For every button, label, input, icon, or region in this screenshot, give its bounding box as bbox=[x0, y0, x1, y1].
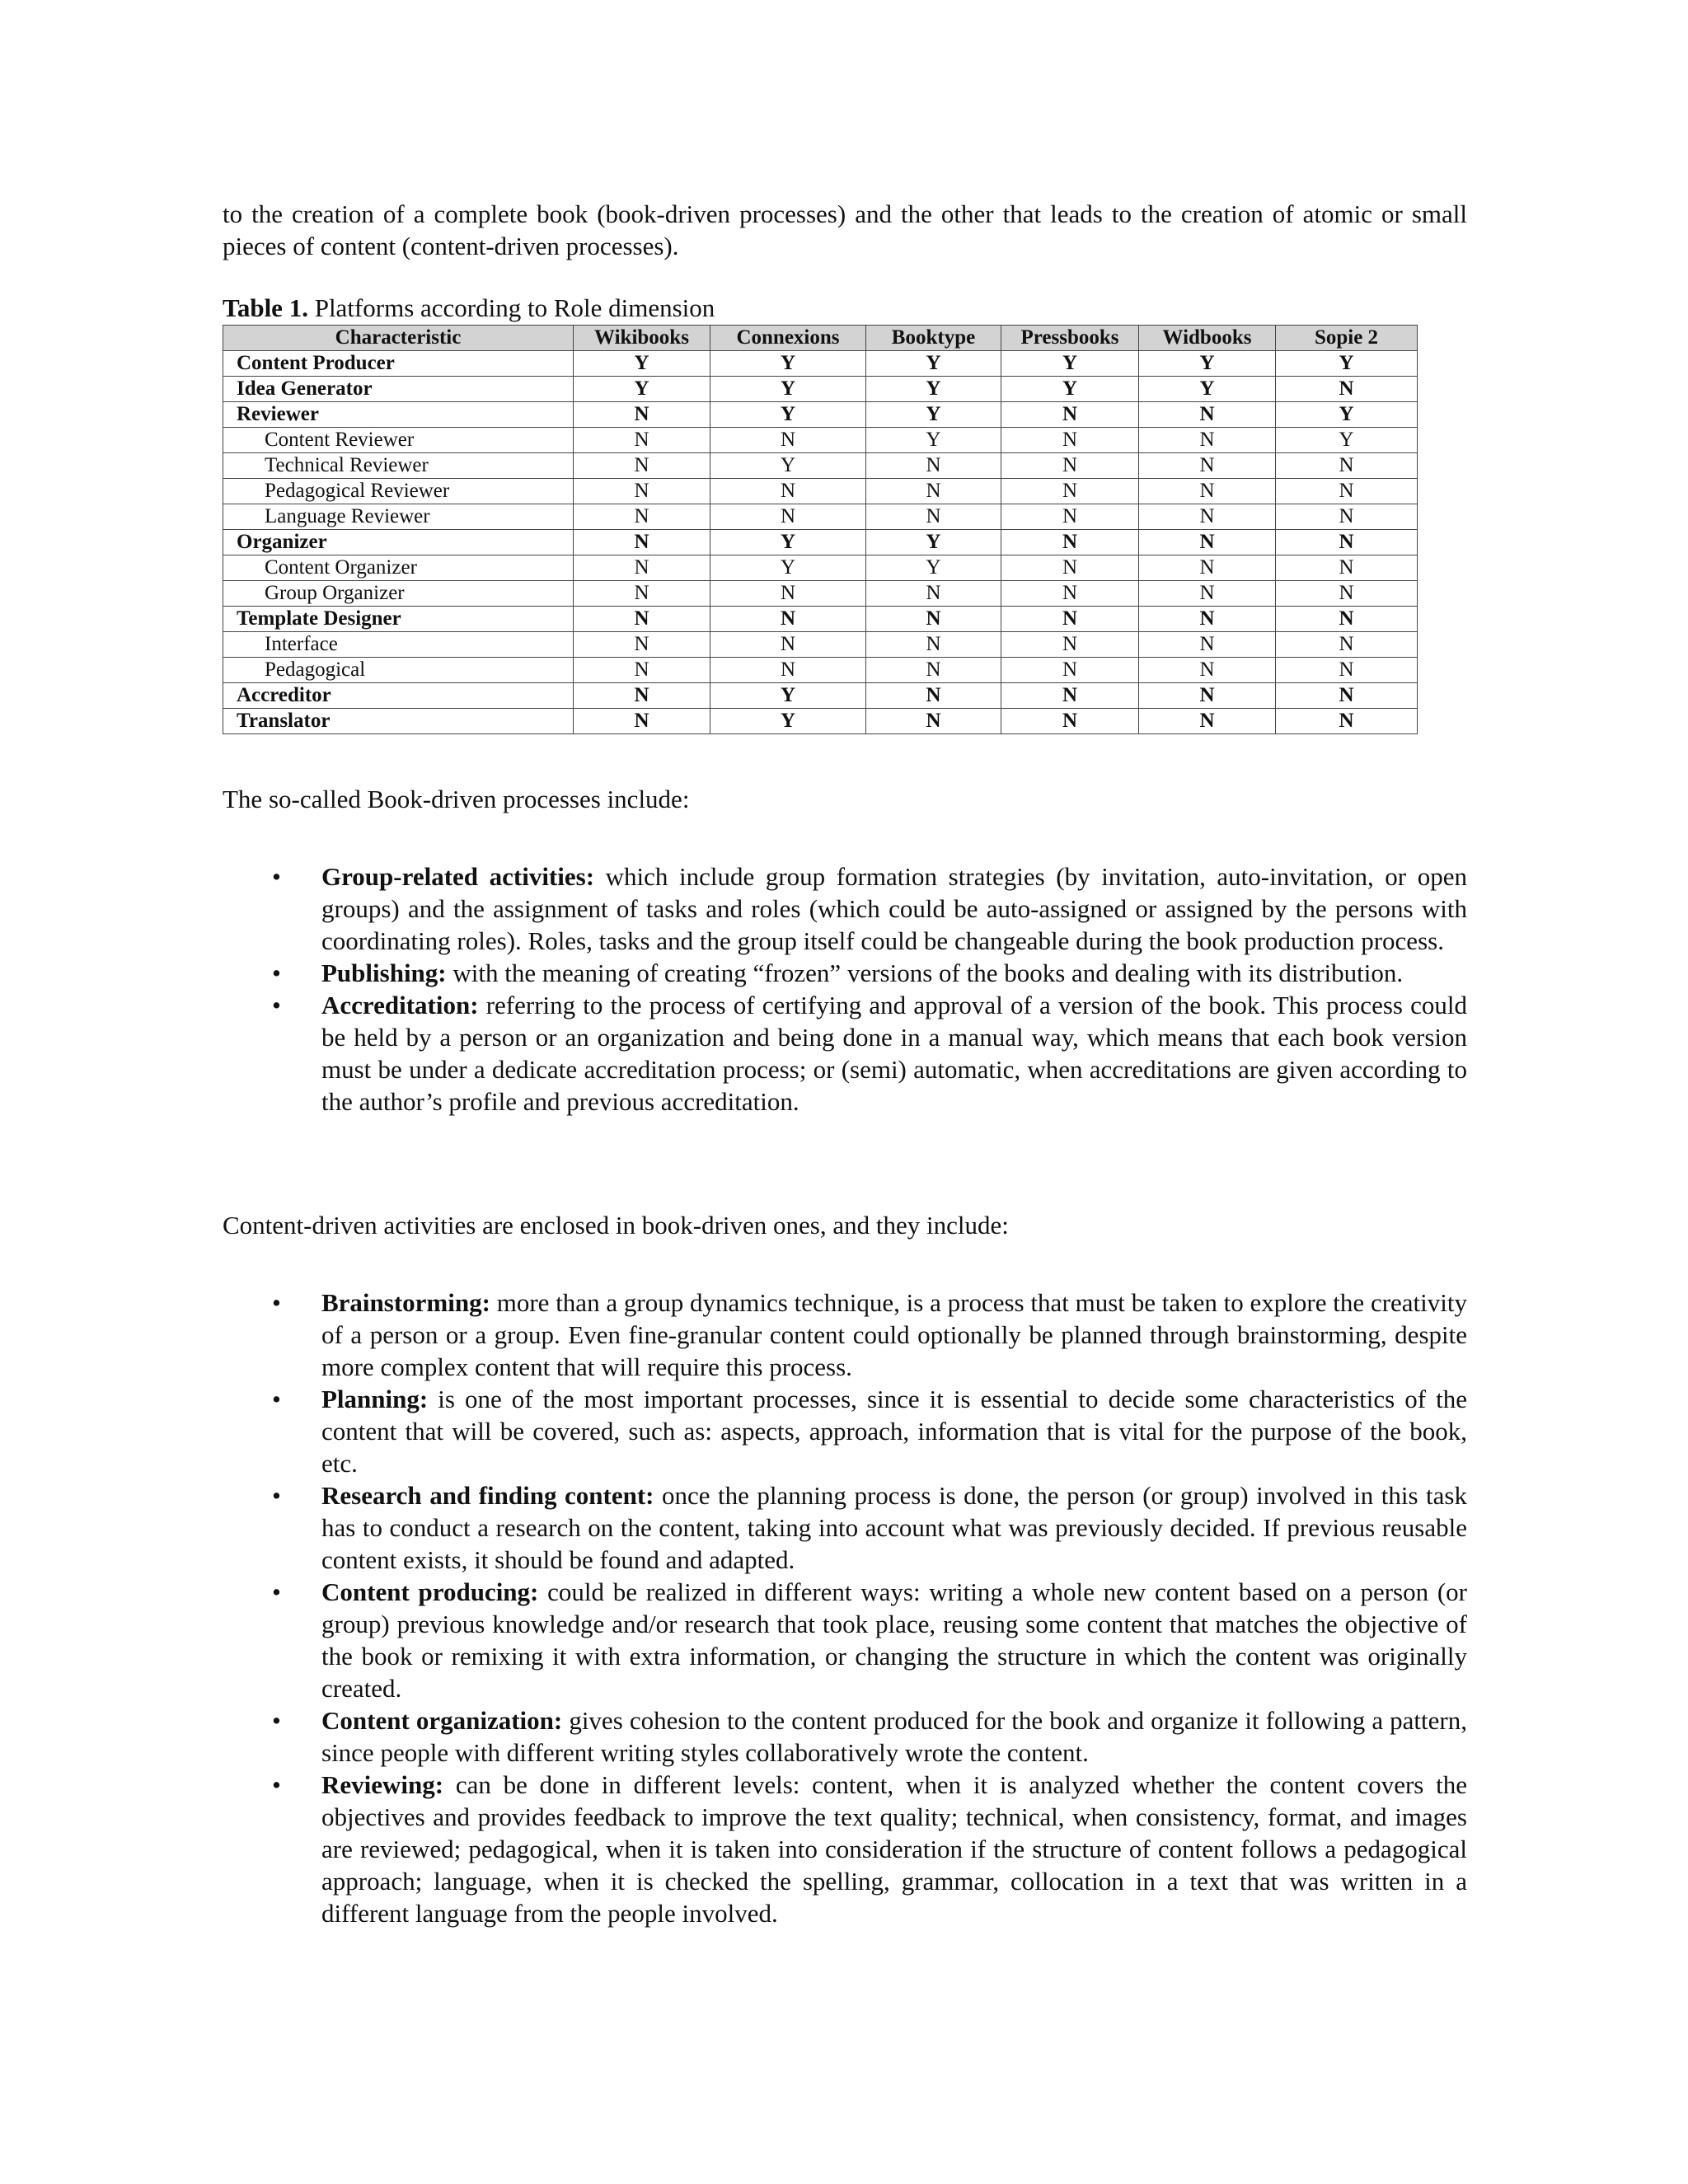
list-item-text: is one of the most important processes, since it is essential to decide some characteristics of the content that will be covered, such as: aspects, approach, information that is vital for the purpose of the book, etc. bbox=[321, 1385, 1467, 1478]
column-header: Wikibooks bbox=[574, 326, 710, 351]
intro-paragraph: to the creation of a complete book (book-driven processes) and the other that leads to the creation of atomic or small pieces of content (content-driven processes). bbox=[223, 199, 1467, 260]
row-label-cell: Group Organizer bbox=[223, 581, 574, 607]
list-item bbox=[223, 1286, 1467, 1383]
value-cell: N bbox=[1139, 709, 1276, 734]
table-row bbox=[223, 428, 1418, 453]
list-item bbox=[223, 989, 1467, 1118]
value-cell: N bbox=[1001, 555, 1139, 581]
row-label-cell: Idea Generator bbox=[223, 377, 574, 402]
list-item bbox=[223, 1576, 1467, 1704]
row-label-cell: Pedagogical Reviewer bbox=[223, 479, 574, 504]
value-cell: N bbox=[1276, 683, 1418, 709]
value-cell: N bbox=[866, 658, 1001, 683]
bullet-icon: • bbox=[272, 1481, 281, 1510]
value-cell: N bbox=[866, 581, 1001, 607]
value-cell: N bbox=[1276, 555, 1418, 581]
row-label-cell: Technical Reviewer bbox=[223, 453, 574, 479]
list-item bbox=[223, 860, 1467, 957]
value-cell: Y bbox=[1276, 402, 1418, 428]
column-header: Characteristic bbox=[223, 326, 574, 351]
list-item-text: which include group formation strategies (by invitation, auto-invitation, or open groups) and the assignment of tasks and roles (which could be auto-assigned or assigned by the persons with coordinating roles). Roles, tasks and the group itself could be changeable during the book production process. bbox=[321, 862, 1467, 955]
value-cell: Y bbox=[866, 530, 1001, 555]
value-cell: N bbox=[574, 658, 710, 683]
table-row bbox=[223, 658, 1418, 683]
list-item bbox=[223, 1479, 1467, 1576]
list-item-text: gives cohesion to the content produced for the book and organize it following a pattern, since people with different writing styles collaboratively wrote the content. bbox=[321, 1706, 1467, 1767]
row-label-cell: Interface bbox=[223, 632, 574, 658]
value-cell: N bbox=[1276, 632, 1418, 658]
column-header: Pressbooks bbox=[1001, 326, 1139, 351]
value-cell: N bbox=[574, 683, 710, 709]
value-cell: N bbox=[1001, 683, 1139, 709]
row-label-cell: Pedagogical bbox=[223, 658, 574, 683]
list-item-text: more than a group dynamics technique, is a process that must be taken to explore the creativity of a person or a group. Even fine-granular content could optionally be planned through brainstorming, despite more complex content that will require this process. bbox=[321, 1288, 1467, 1381]
value-cell: N bbox=[1276, 479, 1418, 504]
value-cell: N bbox=[1139, 504, 1276, 530]
value-cell: N bbox=[574, 479, 710, 504]
value-cell: Y bbox=[574, 351, 710, 377]
value-cell: N bbox=[574, 632, 710, 658]
value-cell: Y bbox=[710, 555, 866, 581]
bullet-icon: • bbox=[272, 862, 281, 891]
value-cell: N bbox=[1276, 453, 1418, 479]
row-label-cell: Content Producer bbox=[223, 351, 574, 377]
value-cell: N bbox=[1276, 658, 1418, 683]
value-cell: N bbox=[1001, 530, 1139, 555]
value-cell: N bbox=[866, 632, 1001, 658]
value-cell: N bbox=[866, 504, 1001, 530]
value-cell: N bbox=[574, 709, 710, 734]
table-row bbox=[223, 683, 1418, 709]
list-item-term: Group-related activities: bbox=[321, 862, 595, 891]
value-cell: Y bbox=[866, 555, 1001, 581]
value-cell: Y bbox=[710, 453, 866, 479]
table-caption-label: Table 1. bbox=[223, 293, 308, 322]
value-cell: N bbox=[1001, 632, 1139, 658]
value-cell: N bbox=[574, 453, 710, 479]
value-cell: Y bbox=[1276, 351, 1418, 377]
table-row bbox=[223, 504, 1418, 530]
bullet-icon: • bbox=[272, 1288, 281, 1317]
value-cell: Y bbox=[1276, 428, 1418, 453]
value-cell: N bbox=[574, 607, 710, 632]
list-item-term: Research and finding content: bbox=[321, 1481, 654, 1510]
value-cell: N bbox=[866, 709, 1001, 734]
value-cell: N bbox=[1001, 479, 1139, 504]
value-cell: N bbox=[574, 402, 710, 428]
table-row bbox=[223, 402, 1418, 428]
book-driven-list bbox=[223, 860, 1467, 1118]
table-row bbox=[223, 709, 1418, 734]
column-header: Connexions bbox=[710, 326, 866, 351]
value-cell: N bbox=[1276, 607, 1418, 632]
value-cell: Y bbox=[1139, 377, 1276, 402]
value-cell: Y bbox=[1001, 351, 1139, 377]
list-item-term: Reviewing: bbox=[321, 1770, 444, 1799]
list-item-term: Accreditation: bbox=[321, 991, 479, 1019]
value-cell: N bbox=[1276, 504, 1418, 530]
value-cell: N bbox=[1139, 607, 1276, 632]
value-cell: Y bbox=[866, 428, 1001, 453]
value-cell: N bbox=[574, 530, 710, 555]
value-cell: N bbox=[710, 581, 866, 607]
roles-table bbox=[223, 325, 1418, 734]
table-row bbox=[223, 453, 1418, 479]
value-cell: N bbox=[1139, 428, 1276, 453]
bullet-icon: • bbox=[272, 991, 281, 1019]
list-item-text: can be done in different levels: content, when it is analyzed whether the content covers the objectives and provides feedback to improve the text quality; technical, when consistency, format, and images are reviewed; pedagogical, when it is taken into consideration if the structure of content follows a pedagogical approach; language, when it is checked the spelling, grammar, collocation in a text that was written in a different language from the people involved. bbox=[321, 1770, 1467, 1928]
value-cell: N bbox=[1139, 402, 1276, 428]
value-cell: N bbox=[1001, 607, 1139, 632]
list-item bbox=[223, 1383, 1467, 1479]
row-label-cell: Accreditor bbox=[223, 683, 574, 709]
table-row bbox=[223, 607, 1418, 632]
row-label-cell: Translator bbox=[223, 709, 574, 734]
list-item-text: referring to the process of certifying and approval of a version of the book. This process could be held by a person or an organization and being done in a manual way, which means that each book version must be under a dedicate accreditation process; or (semi) automatic, when accreditations are given according to the author’s profile and previous accreditation. bbox=[321, 991, 1467, 1116]
value-cell: N bbox=[574, 555, 710, 581]
list-item-term: Publishing: bbox=[321, 958, 447, 987]
list-item-text: with the meaning of creating “frozen” versions of the books and dealing with its distribution. bbox=[446, 958, 1404, 987]
column-header: Booktype bbox=[866, 326, 1001, 351]
value-cell: N bbox=[1276, 377, 1418, 402]
value-cell: N bbox=[1139, 632, 1276, 658]
value-cell: N bbox=[574, 581, 710, 607]
value-cell: N bbox=[1139, 683, 1276, 709]
value-cell: N bbox=[710, 428, 866, 453]
value-cell: N bbox=[1139, 530, 1276, 555]
value-cell: Y bbox=[710, 377, 866, 402]
value-cell: N bbox=[866, 479, 1001, 504]
value-cell: N bbox=[710, 632, 866, 658]
bullet-icon: • bbox=[272, 1706, 281, 1735]
row-label-cell: Organizer bbox=[223, 530, 574, 555]
table-row bbox=[223, 351, 1418, 377]
value-cell: N bbox=[1001, 581, 1139, 607]
table-caption bbox=[223, 293, 715, 323]
value-cell: N bbox=[1139, 453, 1276, 479]
value-cell: N bbox=[710, 479, 866, 504]
content-driven-list bbox=[223, 1286, 1467, 1929]
value-cell: Y bbox=[1139, 351, 1276, 377]
table-row bbox=[223, 479, 1418, 504]
value-cell: N bbox=[1001, 658, 1139, 683]
value-cell: Y bbox=[710, 402, 866, 428]
value-cell: N bbox=[1139, 581, 1276, 607]
value-cell: N bbox=[1276, 581, 1418, 607]
list-item-term: Content producing: bbox=[321, 1577, 539, 1606]
value-cell: Y bbox=[710, 530, 866, 555]
value-cell: N bbox=[574, 428, 710, 453]
value-cell: N bbox=[1139, 555, 1276, 581]
row-label-cell: Content Organizer bbox=[223, 555, 574, 581]
value-cell: N bbox=[1001, 504, 1139, 530]
value-cell: N bbox=[1001, 402, 1139, 428]
list-item-term: Content organization: bbox=[321, 1706, 563, 1735]
value-cell: N bbox=[1139, 479, 1276, 504]
bullet-icon: • bbox=[272, 1385, 281, 1413]
column-header: Sopie 2 bbox=[1276, 326, 1418, 351]
table-row bbox=[223, 377, 1418, 402]
value-cell: N bbox=[1276, 530, 1418, 555]
value-cell: Y bbox=[574, 377, 710, 402]
value-cell: N bbox=[1139, 658, 1276, 683]
list-item-text: could be realized in different ways: writing a whole new content based on a person (or group) previous knowledge and/or research that took place, reusing some content that matches the objective of the book or remixing it with extra information, or changing the structure in which the content was originally created. bbox=[321, 1577, 1467, 1703]
value-cell: N bbox=[1276, 709, 1418, 734]
bullet-icon: • bbox=[272, 1770, 281, 1799]
row-label-cell: Language Reviewer bbox=[223, 504, 574, 530]
table-row bbox=[223, 555, 1418, 581]
column-header: Widbooks bbox=[1139, 326, 1276, 351]
list-item bbox=[223, 1704, 1467, 1769]
value-cell: Y bbox=[710, 683, 866, 709]
row-label-cell: Template Designer bbox=[223, 607, 574, 632]
value-cell: Y bbox=[866, 351, 1001, 377]
value-cell: N bbox=[710, 607, 866, 632]
list-item bbox=[223, 957, 1467, 989]
bullet-icon: • bbox=[272, 1577, 281, 1606]
value-cell: N bbox=[1001, 428, 1139, 453]
bullet-icon: • bbox=[272, 958, 281, 987]
value-cell: Y bbox=[866, 377, 1001, 402]
value-cell: N bbox=[866, 453, 1001, 479]
value-cell: N bbox=[1001, 709, 1139, 734]
value-cell: N bbox=[710, 658, 866, 683]
value-cell: N bbox=[866, 683, 1001, 709]
value-cell: Y bbox=[710, 351, 866, 377]
table-body bbox=[223, 351, 1418, 734]
list-item-term: Planning: bbox=[321, 1385, 429, 1413]
table-header-row bbox=[223, 326, 1418, 351]
value-cell: Y bbox=[710, 709, 866, 734]
value-cell: N bbox=[1001, 453, 1139, 479]
content-driven-lead: Content-driven activities are enclosed in book-driven ones, and they include: bbox=[223, 1211, 1009, 1240]
list-item-term: Brainstorming: bbox=[321, 1288, 490, 1317]
row-label-cell: Content Reviewer bbox=[223, 428, 574, 453]
table-row bbox=[223, 530, 1418, 555]
table-row bbox=[223, 581, 1418, 607]
row-label-cell: Reviewer bbox=[223, 402, 574, 428]
list-item bbox=[223, 1769, 1467, 1929]
value-cell: N bbox=[710, 504, 866, 530]
value-cell: Y bbox=[1001, 377, 1139, 402]
book-driven-lead: The so-called Book-driven processes include: bbox=[223, 785, 690, 813]
value-cell: N bbox=[866, 607, 1001, 632]
table-caption-text: Platforms according to Role dimension bbox=[307, 293, 715, 322]
table-row bbox=[223, 632, 1418, 658]
list-item-text: once the planning process is done, the person (or group) involved in this task has to conduct a research on the content, taking into account what was previously decided. If previous reusable content exists, it should be found and adapted. bbox=[321, 1481, 1467, 1574]
value-cell: Y bbox=[866, 402, 1001, 428]
value-cell: N bbox=[574, 504, 710, 530]
